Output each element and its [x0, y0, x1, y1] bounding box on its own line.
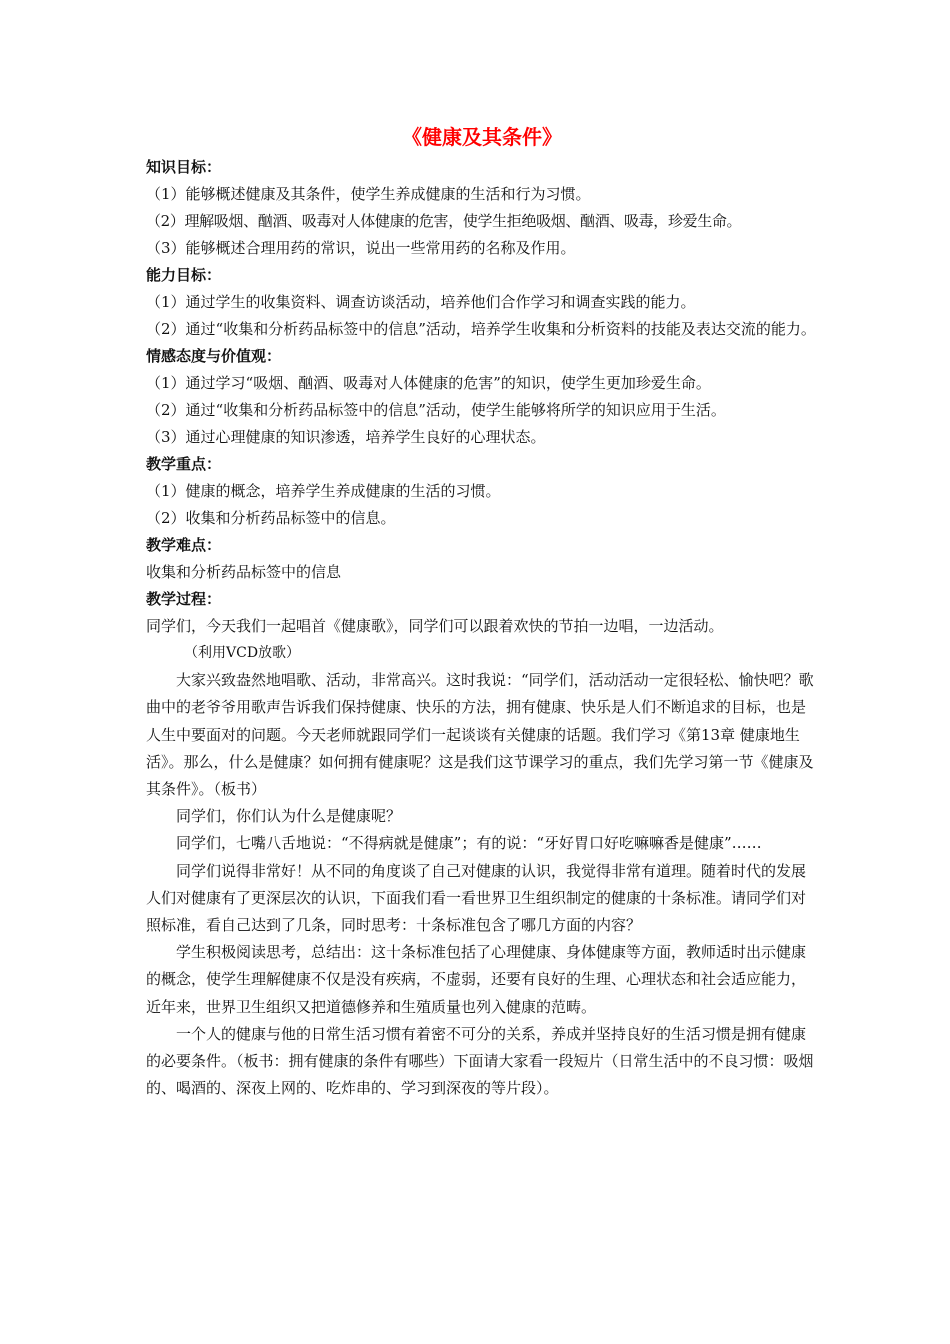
- emotion-goal-item: （1）通过学习“吸烟、酗酒、吸毒对人体健康的危害”的知识，使学生更加珍爱生命。: [146, 374, 711, 392]
- key-point-item: （1）健康的概念，培养学生养成健康的生活的习惯。: [146, 482, 501, 500]
- process-paragraph: 一个人的健康与他的日常生活习惯有着密不可分的关系，养成并坚持良好的生活习惯是拥有健康的必要条件。（板书：拥有健康的条件有哪些）下面请大家看一段短片（日常生活中的不良习惯：吸烟的、喝酒的、深夜上网的、吃炸串的、学习到深夜的等片段）。: [146, 1024, 814, 1098]
- knowledge-goals-heading: 知识目标：: [146, 158, 222, 176]
- process-paragraph: 大家兴致盎然地唱歌、活动，非常高兴。这时我说：“同学们，活动活动一定很轻松、愉快吧？歌曲中的老爷爷用歌声告诉我们保持健康、快乐的方法，拥有健康、快乐是人们不断追求的目标，也是人生中要面对的问题。今天老师就跟同学们一起谈谈有关健康的话题。我们学习《第13章 健康地生活》。那么，什么是健康？如何拥有健康呢？这是我们这节课学习的重点，我们先学习第一节《健康及其条件》。（板书）: [146, 671, 814, 799]
- key-points-heading: 教学重点：: [146, 455, 222, 473]
- difficulty-item: 收集和分析药品标签中的信息: [146, 563, 342, 581]
- document-title: 《健康及其条件》: [402, 125, 562, 149]
- process-heading: 教学过程：: [146, 590, 222, 608]
- knowledge-goal-item: （3）能够概述合理用药的常识，说出一些常用药的名称及作用。: [146, 239, 576, 257]
- emotion-goal-item: （2）通过“收集和分析药品标签中的信息”活动，使学生能够将所学的知识应用于生活。: [146, 401, 726, 419]
- emotion-goals-heading: 情感态度与价值观：: [146, 347, 282, 365]
- emotion-goal-item: （3）通过心理健康的知识渗透，培养学生良好的心理状态。: [146, 428, 546, 446]
- process-paragraph: 学生积极阅读思考，总结出：这十条标准包括了心理健康、身体健康等方面，教师适时出示健康的概念，使学生理解健康不仅是没有疾病，不虚弱，还要有良好的生理、心理状态和社会适应能力，近年来，世界卫生组织又把道德修养和生殖质量也列入健康的范畴。: [146, 943, 807, 1016]
- process-intro: 同学们，今天我们一起唱首《健康歌》，同学们可以跟着欢快的节拍一边唱，一边活动。: [146, 617, 724, 635]
- process-note: （利用VCD放歌）: [184, 645, 301, 662]
- key-point-item: （2）收集和分析药品标签中的信息。: [146, 509, 396, 527]
- ability-goal-item: （2）通过“收集和分析药品标签中的信息”活动，培养学生收集和分析资料的技能及表达交流的能力。: [146, 320, 816, 338]
- document-page: [146, 122, 818, 1102]
- process-paragraph: 同学们，你们认为什么是健康呢？: [176, 807, 402, 826]
- process-paragraph: 同学们说得非常好！从不同的角度谈了自己对健康的认识，我觉得非常有道理。随着时代的发展人们对健康有了更深层次的认识，下面我们看一看世界卫生组织制定的健康的十条标准。请同学们对照标准，看自己达到了几条，同时思考：十条标准包含了哪几方面的内容？: [146, 861, 807, 935]
- knowledge-goal-item: （1）能够概述健康及其条件，使学生养成健康的生活和行为习惯。: [146, 185, 591, 203]
- ability-goal-item: （1）通过学生的收集资料、调查访谈活动，培养他们合作学习和调查实践的能力。: [146, 293, 696, 311]
- knowledge-goal-item: （2）理解吸烟、酗酒、吸毒对人体健康的危害，使学生拒绝吸烟、酗酒、吸毒，珍爱生命。: [146, 212, 742, 230]
- ability-goals-heading: 能力目标：: [146, 266, 222, 284]
- process-paragraph: 同学们，七嘴八舌地说：“不得病就是健康”；有的说：“牙好胃口好吃嘛嘛香是健康”……: [176, 834, 762, 853]
- difficulties-heading: 教学难点：: [146, 536, 222, 554]
